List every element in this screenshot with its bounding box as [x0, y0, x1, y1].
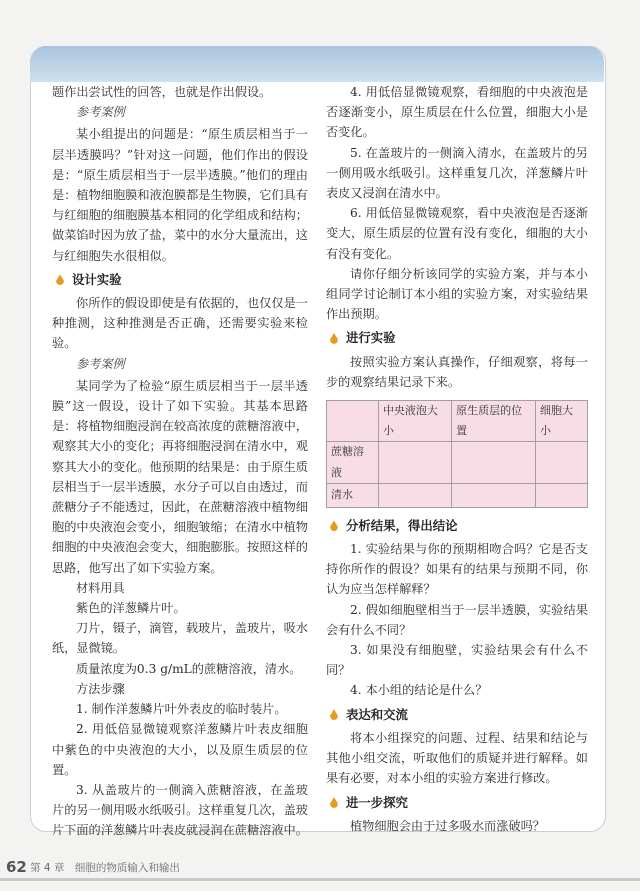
step-2: 2. 用低倍显微镜观察洋葱鳞片叶表皮细胞中紫色的中央液泡的大小，以及原生质层的位置。 — [52, 722, 308, 777]
table-row — [327, 483, 588, 507]
step-5: 5. 在盖玻片的一侧滴入清水，在盖玻片的另一侧用吸水纸吸引。这样重复几次，洋葱鳞片叶表皮又浸润在清水中。 — [326, 145, 588, 201]
express-heading — [326, 705, 588, 725]
step-3: 3. 从盖玻片的一侧滴入蔗糖溶液，在盖玻片的另一侧用吸水纸吸引。这样重复几次，盖玻片下面的洋葱鳞片叶表皮就浸润在蔗糖溶液中。 — [52, 782, 308, 838]
express-text: 将本小组探究的问题、过程、结果和结论与其他小组交流，听取他们的质疑并进行解释。如果有必要，对本小组的实验方案进行修改。 — [326, 730, 588, 786]
analysis-heading — [326, 516, 588, 536]
table-header-cell: 细胞大小 — [536, 401, 588, 442]
question-3: 3. 如果没有细胞壁，实验结果会有什么不同？ — [326, 643, 588, 678]
reference-case-label-2: 参考案例 — [76, 356, 125, 371]
left-column — [52, 82, 308, 841]
table-cell — [378, 483, 451, 507]
step-6: 6. 用低倍显微镜观察，看中央液泡是否逐渐变大，原生质层的位置有没有变化，细胞的大小有没有变化。 — [326, 206, 588, 261]
steps-title: 方法步骤 — [76, 681, 125, 696]
droplet-icon — [56, 274, 64, 285]
further-heading-label: 进一步探究 — [346, 794, 408, 810]
page-footer — [0, 858, 640, 880]
table-cell — [536, 442, 588, 483]
discuss-text: 请你仔细分析该同学的实验方案，并与本小组同学讨论制订本小组的实验方案，对实验结果作出预期。 — [326, 266, 588, 322]
material-3: 质量浓度为0.3 g/mL的蔗糖溶液，清水。 — [76, 661, 302, 676]
right-column — [326, 82, 588, 836]
conduct-text: 按照实验方案认真操作，仔细观察，将每一步的观察结果记录下来。 — [326, 354, 588, 389]
material-1: 紫色的洋葱鳞片叶。 — [76, 601, 186, 616]
table-header-cell: 中央液泡大小 — [378, 401, 451, 442]
table-cell: 蔗糖溶液 — [327, 442, 379, 483]
droplet-icon — [330, 797, 338, 808]
droplet-icon — [330, 709, 338, 720]
table-cell — [452, 483, 536, 507]
footer-rule — [0, 878, 640, 881]
step-4: 4. 用低倍显微镜观察，看细胞的中央液泡是否逐渐变小，原生质层在什么位置，细胞大小是否变化。 — [326, 85, 588, 140]
case1-text: 某小组提出的问题是：“原生质层相当于一层半透膜吗？”针对这一问题，他们作出的假设是：“原生质层相当于一层半透膜。”他们的理由是：植物细胞膜和液泡膜都是生物膜，它们具有与红细胞的细胞膜基本相同的化学组成和结构；做菜馅时因为放了盐，菜中的水分大量流出，这与红细胞失水很相似。 — [52, 127, 308, 263]
results-table — [326, 400, 588, 508]
express-heading-label: 表达和交流 — [346, 706, 408, 722]
droplet-icon — [330, 333, 338, 344]
analysis-heading-label: 分析结果，得出结论 — [346, 517, 458, 533]
design-heading-label: 设计实验 — [72, 271, 122, 287]
table-cell — [378, 442, 451, 483]
design-heading — [52, 270, 308, 290]
page-number: 62 — [6, 858, 27, 876]
conduct-heading-label: 进行实验 — [346, 330, 396, 346]
table-header-cell — [327, 401, 379, 442]
further-text: 植物细胞会由于过多吸水而涨破吗？ — [350, 818, 545, 833]
chapter-title: 第 4 章 细胞的物质输入和输出 — [30, 862, 180, 874]
table-header-row — [327, 401, 588, 442]
question-1: 1. 实验结果与你的预期相吻合吗？它是否支持你所作的假设？如果有的结果与预期不同，你认为应当怎样解释？ — [326, 542, 588, 597]
question-4: 4. 本小组的结论是什么？ — [350, 683, 488, 698]
case2-text: 某同学为了检验“原生质层相当于一层半透膜”这一假设，设计了如下实验。其基本思路是：将植物细胞浸润在较高浓度的蔗糖溶液中，观察其大小的变化；再将细胞浸润在清水中，观察其大小的变化。他预期的结果是：由于原生质层相当于一层半透膜，水分子可以自由透过，而蔗糖分子不能透过，因此，在蔗糖溶液中植物细胞的中央液泡会变小，细胞皱缩；在清水中植物细胞的中央液泡会变大，细胞膨胀。按照这样的思路，他写出了如下实验方案。 — [52, 378, 308, 575]
table-row — [327, 442, 588, 483]
table-cell — [452, 442, 536, 483]
droplet-icon — [330, 520, 338, 531]
table-header-cell: 原生质层的位置 — [452, 401, 536, 442]
table-cell — [536, 483, 588, 507]
design-text: 你所作的假设即使是有依据的，也仅仅是一种推测，这种推测是否正确，还需要实验来检验。 — [52, 296, 308, 351]
question-2: 2. 假如细胞壁相当于一层半透膜，实验结果会有什么不同？ — [326, 602, 588, 637]
further-heading — [326, 793, 588, 813]
intro-text: 题作出尝试性的回答，也就是作出假设。 — [52, 85, 272, 99]
conduct-heading — [326, 328, 588, 348]
reference-case-label: 参考案例 — [76, 105, 125, 120]
materials-title: 材料用具 — [76, 580, 125, 595]
material-2: 刀片，镊子，滴管，载玻片，盖玻片，吸水纸，显微镜。 — [52, 621, 308, 656]
table-cell: 清水 — [327, 483, 379, 507]
step-1: 1. 制作洋葱鳞片叶外表皮的临时装片。 — [76, 702, 287, 717]
